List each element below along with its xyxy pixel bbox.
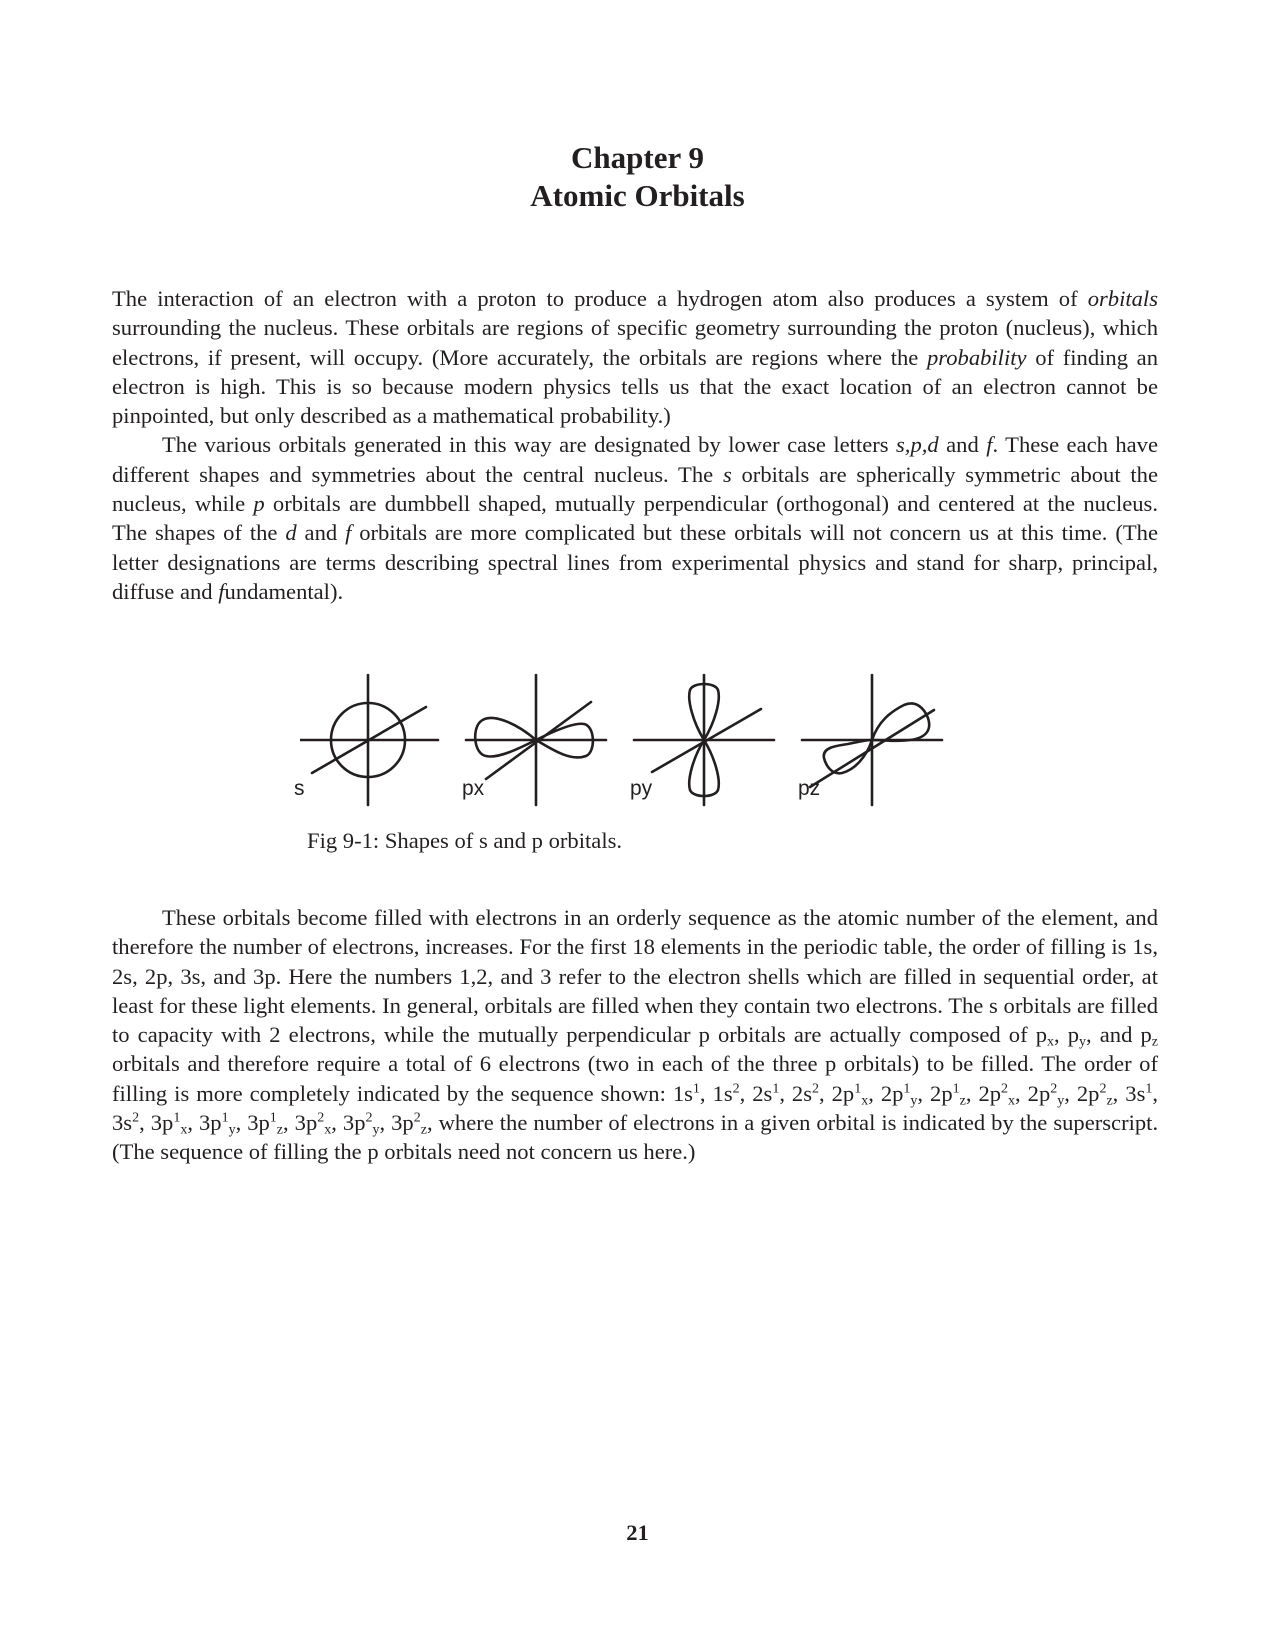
- text: and: [296, 520, 346, 546]
- py-orbital-icon: [634, 675, 774, 805]
- paragraph-2: [112, 430, 1158, 606]
- emphasis: p: [253, 491, 265, 517]
- orbital-term: $3p^1_y$: [198, 1110, 236, 1138]
- orbital-term: $3p^1_z$: [247, 1110, 284, 1138]
- paragraph-3: [112, 903, 1158, 1167]
- emphasis: d: [285, 520, 297, 546]
- orbital-term: $1s^2$: [712, 1080, 740, 1106]
- text: . These each have different shapes and symmetries about the central nucleus. The: [112, 432, 1159, 487]
- orbital-term: $1s^1$: [672, 1080, 700, 1106]
- label-px: px: [462, 777, 485, 800]
- text: The various orbitals generated in this way are designated by lower case letters: [162, 432, 897, 458]
- emphasis: s: [722, 461, 732, 487]
- text: surrounding the nucleus. These orbitals are regions of specific geometry surrounding the proton (nucleus), which electrons, if present, will occupy. (More accurately, the orbitals are regions where the: [112, 315, 1158, 370]
- text: and: [938, 432, 987, 458]
- orbital-term: $2s^2$: [791, 1080, 820, 1106]
- chapter-title: Atomic Orbitals: [530, 178, 745, 213]
- emphasis: f: [345, 520, 352, 546]
- p-components: $p_x$, $p_y$, and $p_z$: [1035, 1022, 1158, 1050]
- orbital-term: $3p^2_y$: [342, 1110, 380, 1138]
- orbital-term: $3s^1$: [1125, 1080, 1153, 1106]
- orbital-term: $3s^2$: [112, 1110, 140, 1136]
- orbital-term: $3p^1_x$: [150, 1110, 188, 1138]
- text: These orbitals become filled with electrons in an orderly sequence as the atomic number of the element, and therefore the number of electrons, increases. For the first 18 elements in the periodic table, the order of filling is 1s, 2s, 2p, 3s, and 3p. Here the numbers 1,2, and 3 refer to the electron shells which are filled in sequential order, at least for these light elements. In general, orbitals are filled when they contain two electrons. The s orbitals are filled to capacity with 2 electrons, while the mutually perpendicular p orbitals are actually composed of: [112, 905, 1158, 1048]
- text: The interaction of an electron with a proton to produce a hydrogen atom also produces a system of: [112, 286, 1088, 311]
- orbital-term: $2p^2_x$: [978, 1080, 1016, 1109]
- orbital-term: $2p^1_z$: [930, 1080, 966, 1109]
- chapter-number: Chapter 9: [571, 140, 704, 175]
- emphasis: f: [218, 578, 225, 604]
- emphasis: probability: [926, 344, 1027, 370]
- label-py: py: [630, 777, 653, 800]
- px-orbital-icon: [466, 675, 606, 805]
- filling-sequence: $1s^1$, $1s^2$, $2s^1$, $2s^2$, $2p^1_x$, $2p^1_y$, $2p^1_z$, $2p^2_x$, $2p^2_y$, $2p^2_z$, $3s^1$, $3s^2$, $3p^1_x$, $3p^1_y$, $3p^1_z$, $3p^2_x$, $3p^2_y$, $3p^2_z$,: [112, 1080, 1159, 1138]
- label-pz: pz: [798, 777, 821, 800]
- text: orbitals are more complicated but these orbitals will not concern us at this time. (The letter designations are terms describing spectral lines from experimental physics and stand for sharp, principal, diffuse and: [112, 520, 1158, 604]
- text: orbitals and therefore require a total of 6 electrons (two in each of the three p orbitals) to be filled. The order of filling is more completely indicated by the sequence shown:: [112, 1051, 1158, 1106]
- body-text-top: [112, 284, 1158, 606]
- text: where the number of electrons in a given orbital is indicated by the superscript. (The sequence of filling the p orbitals need not concern us here.): [112, 1110, 1159, 1165]
- s-orbital-icon: [300, 675, 438, 805]
- paragraph-1: [112, 284, 1158, 430]
- orbital-term: $3p^2_x$: [294, 1110, 332, 1138]
- orbital-term: $2p^2_z$: [1076, 1080, 1113, 1109]
- orbital-term: $2p^1_y$: [880, 1080, 918, 1109]
- text: undamental).: [224, 578, 344, 604]
- orbital-term: $3p^2_z$: [391, 1110, 427, 1138]
- body-text-bottom: [112, 903, 1158, 1167]
- orbital-term: $2s^1$: [752, 1080, 780, 1106]
- emphasis: orbitals: [1087, 286, 1158, 311]
- text: orbitals are dumbbell shaped, mutually perpendicular (orthogonal) and centered at the nucleus. The shapes of the: [112, 491, 1158, 546]
- emphasis: s,p,d: [896, 432, 939, 458]
- label-s: s: [294, 777, 305, 800]
- text: of finding an electron is high. This is so because modern physics tells us that the exact location of an electron cannot be pinpointed, but only described as a mathematical probability.): [112, 344, 1158, 429]
- pz-orbital-icon: [802, 675, 942, 805]
- orbital-figure: [294, 660, 960, 825]
- emphasis: f: [986, 432, 993, 458]
- figure-caption: Fig 9-1: Shapes of s and p orbitals.: [307, 828, 623, 853]
- text: orbitals are spherically symmetric about the nucleus, while: [112, 461, 1158, 517]
- orbital-term: $2p^2_y$: [1027, 1080, 1065, 1109]
- page-number: 21: [626, 1520, 649, 1545]
- orbital-term: $2p^1_x$: [831, 1080, 869, 1109]
